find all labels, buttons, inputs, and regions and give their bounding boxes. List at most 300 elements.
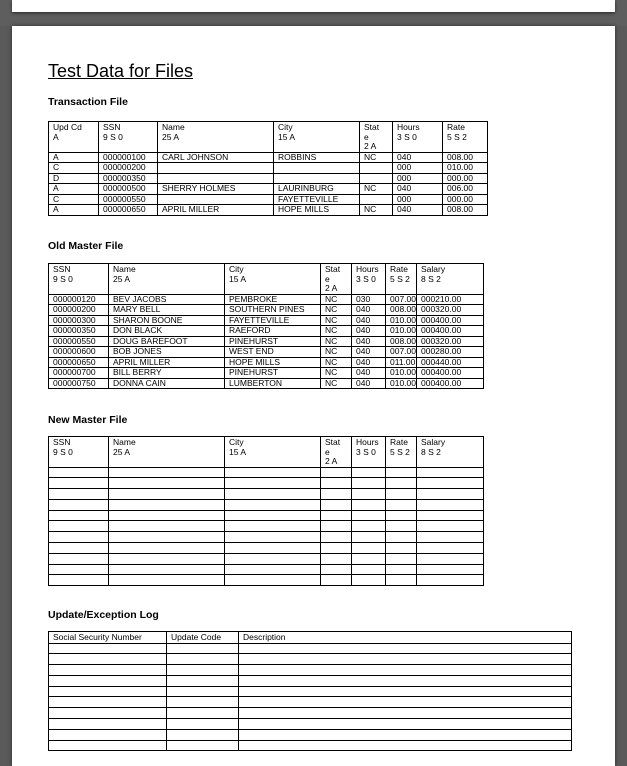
empty-cell xyxy=(49,564,109,575)
empty-row xyxy=(49,729,572,740)
table-cell: 010.00 xyxy=(386,368,417,379)
table-cell: BOB JONES xyxy=(109,347,225,358)
empty-cell xyxy=(239,654,572,665)
empty-cell xyxy=(417,467,484,478)
header-line: 2 A xyxy=(325,456,338,466)
table-cell: FAYETTEVILLE xyxy=(274,194,360,205)
empty-cell xyxy=(417,521,484,532)
empty-cell xyxy=(167,686,239,697)
table-cell: A xyxy=(49,205,99,216)
column-header xyxy=(49,122,99,153)
header-line: 3 S 0 xyxy=(397,131,417,142)
table-row xyxy=(49,347,484,358)
table-cell: 008.00 xyxy=(443,152,488,163)
empty-cell xyxy=(352,499,386,510)
table-cell: 011.00 xyxy=(386,357,417,368)
empty-cell xyxy=(321,553,352,564)
empty-cell xyxy=(167,729,239,740)
header-line: City xyxy=(229,264,244,274)
table-cell: 010.00 xyxy=(443,163,488,174)
header-line: Rate xyxy=(390,437,408,447)
table-cell: NC xyxy=(360,205,393,216)
table-cell: 010.00 xyxy=(386,326,417,337)
table-cell: 008.00 xyxy=(386,305,417,316)
empty-cell xyxy=(417,564,484,575)
table-cell xyxy=(158,163,274,174)
table-cell: 040 xyxy=(393,184,443,195)
empty-cell xyxy=(321,489,352,500)
header-line: City xyxy=(278,122,293,132)
header-line: 5 S 2 xyxy=(390,446,410,457)
empty-row xyxy=(49,665,572,676)
table-cell: 040 xyxy=(352,326,386,337)
table-cell xyxy=(274,173,360,184)
header-line: 15 A xyxy=(229,446,247,457)
empty-cell xyxy=(225,553,321,564)
empty-cell xyxy=(49,719,167,730)
table-cell: 010.00 xyxy=(386,315,417,326)
new-master-file-table xyxy=(48,436,484,586)
empty-cell xyxy=(225,575,321,586)
empty-cell xyxy=(321,521,352,532)
table-row xyxy=(49,294,484,305)
empty-cell xyxy=(386,543,417,554)
table-cell: NC xyxy=(321,305,352,316)
table-cell: FAYETTEVILLE xyxy=(225,315,321,326)
empty-cell xyxy=(167,719,239,730)
header-line: 8 S 2 xyxy=(421,273,441,284)
empty-cell xyxy=(167,708,239,719)
empty-cell xyxy=(417,499,484,510)
empty-cell xyxy=(386,521,417,532)
empty-cell xyxy=(386,510,417,521)
header-line: Stat xyxy=(325,264,341,274)
header-line: Stat xyxy=(325,437,341,447)
update-log-table xyxy=(48,631,572,751)
table-row xyxy=(49,194,488,205)
empty-cell xyxy=(49,729,167,740)
column-header xyxy=(239,632,572,644)
empty-cell xyxy=(109,489,225,500)
table-cell: PINEHURST xyxy=(225,368,321,379)
column-header xyxy=(321,264,352,295)
empty-row xyxy=(49,708,572,719)
column-header xyxy=(321,437,352,468)
table-cell xyxy=(360,163,393,174)
table-cell xyxy=(274,163,360,174)
empty-row xyxy=(49,489,484,500)
table-cell: 000000500 xyxy=(99,184,158,195)
empty-cell xyxy=(239,675,572,686)
header-line: A xyxy=(53,131,59,142)
table-cell: 008.00 xyxy=(386,336,417,347)
table-cell: 040 xyxy=(352,305,386,316)
empty-cell xyxy=(49,686,167,697)
header-line: 5 S 2 xyxy=(390,273,410,284)
table-cell: 000000650 xyxy=(99,205,158,216)
header-line: Update Code xyxy=(171,632,222,642)
empty-cell xyxy=(225,521,321,532)
empty-cell xyxy=(225,478,321,489)
empty-cell xyxy=(109,564,225,575)
empty-cell xyxy=(417,532,484,543)
table-cell: 000000200 xyxy=(99,163,158,174)
table-cell: C xyxy=(49,163,99,174)
table-cell: 000440.00 xyxy=(417,357,484,368)
table-cell: 000.00 xyxy=(443,173,488,184)
header-line: Salary xyxy=(421,437,446,447)
column-header xyxy=(49,264,109,295)
empty-cell xyxy=(49,521,109,532)
header-line: SSN xyxy=(103,122,121,132)
table-cell: NC xyxy=(321,315,352,326)
table-cell: D xyxy=(49,173,99,184)
table-cell: 000000350 xyxy=(49,326,109,337)
empty-cell xyxy=(352,510,386,521)
empty-cell xyxy=(109,467,225,478)
empty-row xyxy=(49,654,572,665)
header-line: Rate xyxy=(390,264,408,274)
column-header xyxy=(417,264,484,295)
column-header xyxy=(99,122,158,153)
column-header xyxy=(274,122,360,153)
table-cell: NC xyxy=(321,378,352,389)
empty-row xyxy=(49,478,484,489)
empty-cell xyxy=(352,532,386,543)
empty-cell xyxy=(321,499,352,510)
empty-row xyxy=(49,564,484,575)
header-line: Upd Cd xyxy=(53,122,82,132)
empty-cell xyxy=(109,532,225,543)
empty-row xyxy=(49,643,572,654)
empty-cell xyxy=(417,553,484,564)
empty-cell xyxy=(239,729,572,740)
update-log-heading: Update/Exception Log xyxy=(48,609,159,621)
table-cell: SOUTHERN PINES xyxy=(225,305,321,316)
empty-cell xyxy=(386,553,417,564)
table-cell xyxy=(158,194,274,205)
header-line: e xyxy=(325,446,330,457)
column-header xyxy=(167,632,239,644)
transaction-file-table xyxy=(48,121,488,216)
header-line: Social Security Number xyxy=(53,632,142,642)
table-cell: NC xyxy=(360,152,393,163)
empty-row xyxy=(49,675,572,686)
header-line: Name xyxy=(113,437,136,447)
empty-cell xyxy=(225,499,321,510)
column-header xyxy=(109,264,225,295)
previous-page-bottom xyxy=(12,0,615,12)
header-line: Stat xyxy=(364,122,380,132)
table-cell: CARL JOHNSON xyxy=(158,152,274,163)
table-cell: 000.00 xyxy=(443,194,488,205)
table-cell: 000400.00 xyxy=(417,326,484,337)
table-cell: 000000100 xyxy=(99,152,158,163)
table-cell: NC xyxy=(360,184,393,195)
empty-cell xyxy=(167,643,239,654)
header-line: 25 A xyxy=(113,446,131,457)
table-cell: NC xyxy=(321,336,352,347)
empty-cell xyxy=(167,675,239,686)
empty-cell xyxy=(49,553,109,564)
header-row xyxy=(49,632,572,644)
table-cell: 040 xyxy=(393,152,443,163)
column-header xyxy=(352,264,386,295)
empty-cell xyxy=(321,575,352,586)
empty-row xyxy=(49,467,484,478)
empty-cell xyxy=(386,564,417,575)
empty-row xyxy=(49,499,484,510)
table-cell: 000400.00 xyxy=(417,315,484,326)
empty-cell xyxy=(225,543,321,554)
empty-cell xyxy=(417,543,484,554)
table-row xyxy=(49,368,484,379)
table-row xyxy=(49,184,488,195)
old-master-file-heading: Old Master File xyxy=(48,240,124,252)
table-cell: 000 xyxy=(393,173,443,184)
header-line: Hours xyxy=(356,437,379,447)
header-line: 5 S 2 xyxy=(447,131,467,142)
empty-cell xyxy=(352,478,386,489)
table-cell: 006.00 xyxy=(443,184,488,195)
empty-cell xyxy=(386,532,417,543)
column-header xyxy=(352,437,386,468)
empty-cell xyxy=(239,740,572,751)
table-cell: 040 xyxy=(352,315,386,326)
empty-cell xyxy=(49,740,167,751)
empty-cell xyxy=(167,740,239,751)
empty-cell xyxy=(386,467,417,478)
empty-cell xyxy=(239,643,572,654)
table-row xyxy=(49,378,484,389)
table-cell: DOUG BAREFOOT xyxy=(109,336,225,347)
table-cell: 000000200 xyxy=(49,305,109,316)
header-row xyxy=(49,122,488,153)
column-header xyxy=(225,437,321,468)
empty-cell xyxy=(49,675,167,686)
table-cell: 008.00 xyxy=(443,205,488,216)
empty-row xyxy=(49,686,572,697)
empty-cell xyxy=(49,489,109,500)
empty-cell xyxy=(109,521,225,532)
table-cell: 007.00 xyxy=(386,347,417,358)
column-header xyxy=(49,437,109,468)
empty-cell xyxy=(352,521,386,532)
column-header xyxy=(360,122,393,153)
empty-row xyxy=(49,543,484,554)
column-header xyxy=(158,122,274,153)
table-cell: 040 xyxy=(352,357,386,368)
table-cell: HOPE MILLS xyxy=(274,205,360,216)
table-row xyxy=(49,305,484,316)
table-cell: 007.00 xyxy=(386,294,417,305)
header-line: 3 S 0 xyxy=(356,273,376,284)
empty-cell xyxy=(352,543,386,554)
table-cell: PINEHURST xyxy=(225,336,321,347)
empty-cell xyxy=(321,478,352,489)
header-row xyxy=(49,264,484,295)
table-cell: 030 xyxy=(352,294,386,305)
table-cell: 000000550 xyxy=(99,194,158,205)
empty-cell xyxy=(225,532,321,543)
table-cell: WEST END xyxy=(225,347,321,358)
empty-cell xyxy=(239,719,572,730)
header-line: 25 A xyxy=(113,273,131,284)
empty-cell xyxy=(352,467,386,478)
table-cell: 000320.00 xyxy=(417,305,484,316)
table-row xyxy=(49,205,488,216)
table-cell: 000000750 xyxy=(49,378,109,389)
header-line: Hours xyxy=(397,122,420,132)
table-cell xyxy=(360,194,393,205)
empty-row xyxy=(49,740,572,751)
header-line: e xyxy=(325,273,330,284)
transaction-file-heading: Transaction File xyxy=(48,96,128,108)
table-cell: 000000700 xyxy=(49,368,109,379)
table-cell: NC xyxy=(321,326,352,337)
table-row xyxy=(49,173,488,184)
empty-cell xyxy=(352,489,386,500)
empty-cell xyxy=(225,489,321,500)
table-cell: 000 xyxy=(393,194,443,205)
table-row xyxy=(49,357,484,368)
empty-cell xyxy=(109,499,225,510)
column-header xyxy=(417,437,484,468)
table-cell: BILL BERRY xyxy=(109,368,225,379)
table-cell: DON BLACK xyxy=(109,326,225,337)
header-line: Name xyxy=(113,264,136,274)
empty-cell xyxy=(167,665,239,676)
empty-cell xyxy=(239,697,572,708)
table-cell: NC xyxy=(321,368,352,379)
header-line: City xyxy=(229,437,244,447)
header-line: SSN xyxy=(53,437,71,447)
empty-cell xyxy=(386,478,417,489)
empty-cell xyxy=(49,654,167,665)
table-cell: ROBBINS xyxy=(274,152,360,163)
empty-cell xyxy=(109,510,225,521)
table-row xyxy=(49,163,488,174)
header-line: Salary xyxy=(421,264,446,274)
empty-cell xyxy=(352,564,386,575)
table-cell: DONNA CAIN xyxy=(109,378,225,389)
empty-cell xyxy=(386,575,417,586)
empty-cell xyxy=(321,510,352,521)
empty-cell xyxy=(386,499,417,510)
table-cell: LUMBERTON xyxy=(225,378,321,389)
empty-cell xyxy=(109,575,225,586)
empty-cell xyxy=(109,478,225,489)
table-cell: SHERRY HOLMES xyxy=(158,184,274,195)
table-row xyxy=(49,152,488,163)
empty-cell xyxy=(239,686,572,697)
empty-cell xyxy=(49,532,109,543)
table-cell xyxy=(158,173,274,184)
empty-cell xyxy=(225,564,321,575)
header-line: 9 S 0 xyxy=(53,273,73,284)
old-master-file-table xyxy=(48,263,484,389)
empty-cell xyxy=(49,643,167,654)
table-cell: 000000300 xyxy=(49,315,109,326)
empty-cell xyxy=(321,532,352,543)
empty-cell xyxy=(167,654,239,665)
table-cell: 000000550 xyxy=(49,336,109,347)
table-cell: 000280.00 xyxy=(417,347,484,358)
document-page xyxy=(12,26,615,766)
empty-cell xyxy=(49,499,109,510)
table-cell: 000000600 xyxy=(49,347,109,358)
column-header xyxy=(49,632,167,644)
empty-row xyxy=(49,532,484,543)
table-row xyxy=(49,326,484,337)
header-row xyxy=(49,437,484,468)
header-line: Description xyxy=(243,632,286,642)
empty-cell xyxy=(49,575,109,586)
empty-cell xyxy=(109,553,225,564)
header-line: 8 S 2 xyxy=(421,446,441,457)
table-cell: 000210.00 xyxy=(417,294,484,305)
table-cell: 040 xyxy=(352,378,386,389)
table-row xyxy=(49,336,484,347)
table-cell: 040 xyxy=(352,336,386,347)
table-cell: 000400.00 xyxy=(417,378,484,389)
table-cell: C xyxy=(49,194,99,205)
header-line: 9 S 0 xyxy=(103,131,123,142)
empty-cell xyxy=(321,467,352,478)
empty-cell xyxy=(49,467,109,478)
page-title: Test Data for Files xyxy=(48,61,194,81)
table-cell: NC xyxy=(321,294,352,305)
column-header xyxy=(386,264,417,295)
empty-cell xyxy=(239,665,572,676)
header-line: 9 S 0 xyxy=(53,446,73,457)
table-cell: RAEFORD xyxy=(225,326,321,337)
table-cell: 040 xyxy=(352,368,386,379)
header-line: SSN xyxy=(53,264,71,274)
empty-row xyxy=(49,553,484,564)
new-master-file-heading: New Master File xyxy=(48,414,128,426)
table-cell: 000320.00 xyxy=(417,336,484,347)
header-line: 25 A xyxy=(162,131,180,142)
table-cell: 040 xyxy=(393,205,443,216)
header-line: 2 A xyxy=(325,283,338,293)
empty-cell xyxy=(225,467,321,478)
table-cell: APRIL MILLER xyxy=(158,205,274,216)
table-cell xyxy=(360,173,393,184)
header-line: Hours xyxy=(356,264,379,274)
header-line: Rate xyxy=(447,122,465,132)
empty-cell xyxy=(352,553,386,564)
table-cell: PEMBROKE xyxy=(225,294,321,305)
empty-row xyxy=(49,575,484,586)
empty-cell xyxy=(49,665,167,676)
header-line: 15 A xyxy=(229,273,247,284)
table-cell: MARY BELL xyxy=(109,305,225,316)
empty-row xyxy=(49,697,572,708)
table-cell: 000000650 xyxy=(49,357,109,368)
table-row xyxy=(49,315,484,326)
column-header xyxy=(386,437,417,468)
table-cell: 000 xyxy=(393,163,443,174)
table-cell: NC xyxy=(321,357,352,368)
empty-cell xyxy=(417,478,484,489)
table-cell: BEV JACOBS xyxy=(109,294,225,305)
table-cell: NC xyxy=(321,347,352,358)
column-header xyxy=(109,437,225,468)
empty-cell xyxy=(417,510,484,521)
column-header xyxy=(225,264,321,295)
empty-cell xyxy=(321,564,352,575)
